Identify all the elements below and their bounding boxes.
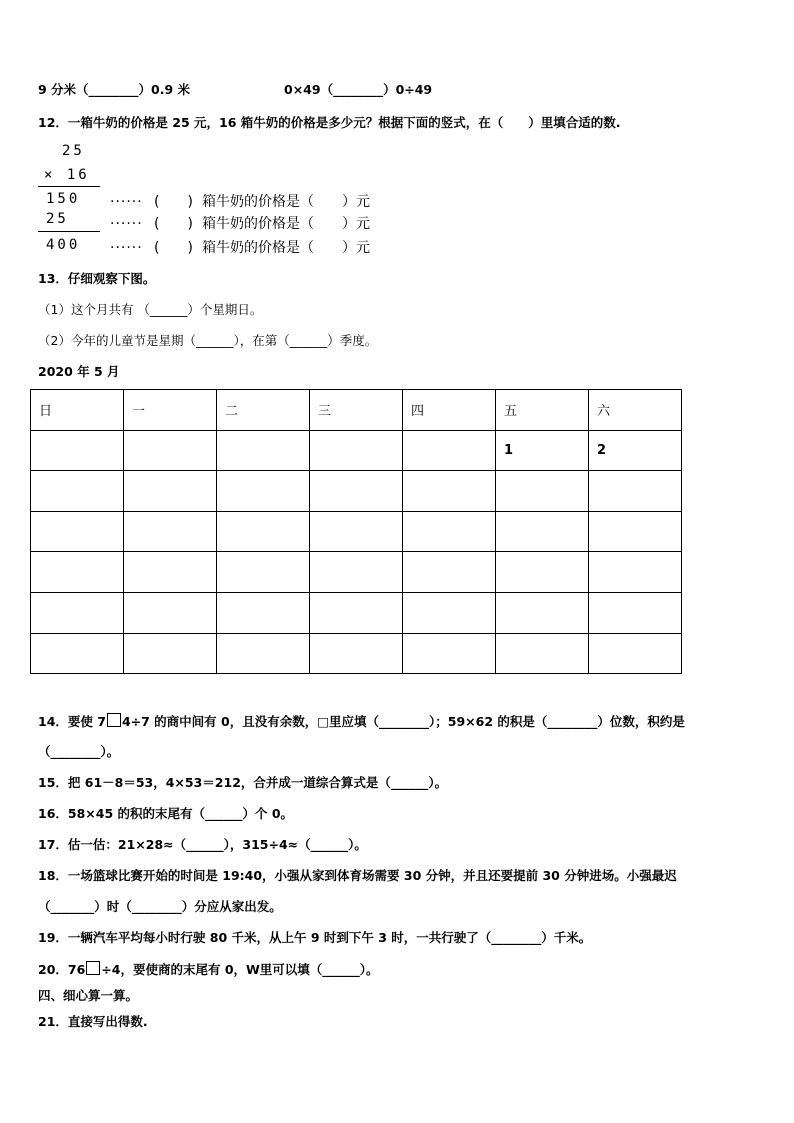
- calendar-cell: [310, 592, 403, 633]
- q12-row2-dots: ······: [110, 216, 143, 232]
- q12-row1-blank: ( ): [154, 194, 193, 210]
- calendar-row: [31, 592, 682, 633]
- q18-line1: 18．一场篮球比赛开始的时间是 19:40，小强从家到体育场需要 30 分钟，并且还要提前 30 分钟进场。小强最迟: [38, 868, 677, 883]
- calendar-cell: [124, 430, 217, 471]
- calendar-cell: [589, 511, 682, 552]
- calendar-cell: [310, 471, 403, 512]
- calendar-header-row: [31, 390, 682, 431]
- calendar-cell: [217, 592, 310, 633]
- q16: 16．58×45 的积的末尾有（______）个 0。: [38, 806, 294, 821]
- q14-line1-b: 4÷7 的商中间有 0，且没有余数，□里应填（________）；59×62 的积是（________）位数，积约是: [121, 714, 685, 729]
- calendar-row: [31, 552, 682, 593]
- calendar-cell: [310, 552, 403, 593]
- calendar-cell: [31, 430, 124, 471]
- q12-row2: [110, 213, 370, 233]
- q12-row1-text: 箱牛奶的价格是（ ）元: [202, 194, 370, 210]
- weekday-thu: 四: [403, 390, 496, 431]
- calendar-cell: [589, 633, 682, 674]
- calendar-cell: [124, 471, 217, 512]
- calendar-cell: [217, 511, 310, 552]
- blank-box-icon: [107, 713, 121, 727]
- q19: 19．一辆汽车平均每小时行驶 80 千米，从上午 9 时到下午 3 时，一共行驶了（________）千米。: [38, 930, 592, 945]
- calendar-cell: 1: [496, 430, 589, 471]
- q20-part-b: ÷4，要使商的末尾有 0，W里可以填（______）。: [101, 962, 379, 977]
- q12-row2-blank: ( ): [154, 216, 193, 232]
- q12-multiplicand: 25: [62, 143, 85, 159]
- calendar-cell: [403, 552, 496, 593]
- q12-multiplier: × 16: [44, 167, 90, 183]
- calendar-cell: [31, 552, 124, 593]
- calendar-row: [31, 430, 682, 471]
- calendar-cell: [31, 471, 124, 512]
- calendar-title: 2020 年 5 月: [38, 364, 120, 379]
- calendar-row: [31, 511, 682, 552]
- calendar-cell: [496, 552, 589, 593]
- q14-line1: [38, 713, 685, 730]
- calendar-cell: [496, 633, 589, 674]
- calendar-cell: [124, 511, 217, 552]
- weekday-sat: 六: [589, 390, 682, 431]
- calendar-cell: [403, 592, 496, 633]
- q12-row3-text: 箱牛奶的价格是（ ）元: [202, 240, 370, 256]
- q13-prompt: 13．仔细观察下图。: [38, 271, 156, 286]
- q12-row2-num: 25: [46, 211, 69, 227]
- calendar-cell: [310, 511, 403, 552]
- calendar-cell: [310, 633, 403, 674]
- q12-row3-dots: ······: [110, 240, 143, 256]
- q14-line1-a: 14．要使 7: [38, 714, 106, 729]
- calendar-cell: [217, 633, 310, 674]
- calendar-cell: [124, 633, 217, 674]
- calendar-cell: [310, 430, 403, 471]
- q13-sub2: （2）今年的儿童节是星期（______），在第（______）季度。: [38, 333, 378, 348]
- q12-row3: [110, 237, 370, 257]
- q13-sub1: （1）这个月共有 （______）个星期日。: [38, 302, 263, 317]
- calendar-cell: [31, 633, 124, 674]
- q12-rule-2: [38, 231, 100, 232]
- calendar-cell: [496, 592, 589, 633]
- weekday-fri: 五: [496, 390, 589, 431]
- calendar-cell: [496, 471, 589, 512]
- calendar-cell: [124, 592, 217, 633]
- weekday-tue: 二: [217, 390, 310, 431]
- section-4-heading: 四、细心算一算。: [38, 988, 139, 1003]
- weekday-sun: 日: [31, 390, 124, 431]
- q12-row3-num: 400: [46, 237, 81, 253]
- q12-row1: [110, 191, 370, 211]
- calendar-cell: [124, 552, 217, 593]
- compare-line-left: 9 分米（________）0.9 米: [38, 82, 191, 97]
- calendar-cell: [403, 511, 496, 552]
- calendar-cell: [31, 592, 124, 633]
- calendar-cell: [496, 511, 589, 552]
- calendar-cell: [217, 430, 310, 471]
- compare-line-right: 0×49（________）0÷49: [284, 82, 433, 97]
- q14-line2: （________）。: [38, 744, 120, 759]
- calendar-cell: [589, 471, 682, 512]
- weekday-wed: 三: [310, 390, 403, 431]
- blank-box-icon: [86, 961, 100, 975]
- q12-prompt: 12．一箱牛奶的价格是 25 元，16 箱牛奶的价格是多少元？根据下面的竖式，在（ ）里填合适的数.: [38, 115, 621, 130]
- q12-row2-text: 箱牛奶的价格是（ ）元: [202, 216, 370, 232]
- calendar-cell: [31, 511, 124, 552]
- calendar-cell: [403, 430, 496, 471]
- q12-row1-dots: ······: [110, 194, 143, 210]
- q20: [38, 961, 379, 978]
- q21: 21．直接写出得数.: [38, 1014, 148, 1029]
- calendar-row: [31, 633, 682, 674]
- calendar-cell: [217, 471, 310, 512]
- q15: 15．把 61－8＝53，4×53＝212，合并成一道综合算式是（______）。: [38, 775, 448, 790]
- q17: 17．估一估：21×28≈（______），315÷4≈（______）。: [38, 837, 367, 852]
- q18-line2: （_______）时（________）分应从家出发。: [38, 899, 282, 914]
- q20-part-a: 20．76: [38, 962, 86, 977]
- q12-rule-1: [38, 186, 100, 187]
- calendar-row: [31, 471, 682, 512]
- calendar-cell: [589, 552, 682, 593]
- calendar-cell: 2: [589, 430, 682, 471]
- weekday-mon: 一: [124, 390, 217, 431]
- calendar-cell: [403, 633, 496, 674]
- calendar-cell: [217, 552, 310, 593]
- calendar-cell: [403, 471, 496, 512]
- calendar-table: [30, 389, 682, 674]
- q12-row3-blank: ( ): [154, 240, 193, 256]
- calendar-cell: [589, 592, 682, 633]
- q12-row1-num: 150: [46, 191, 81, 207]
